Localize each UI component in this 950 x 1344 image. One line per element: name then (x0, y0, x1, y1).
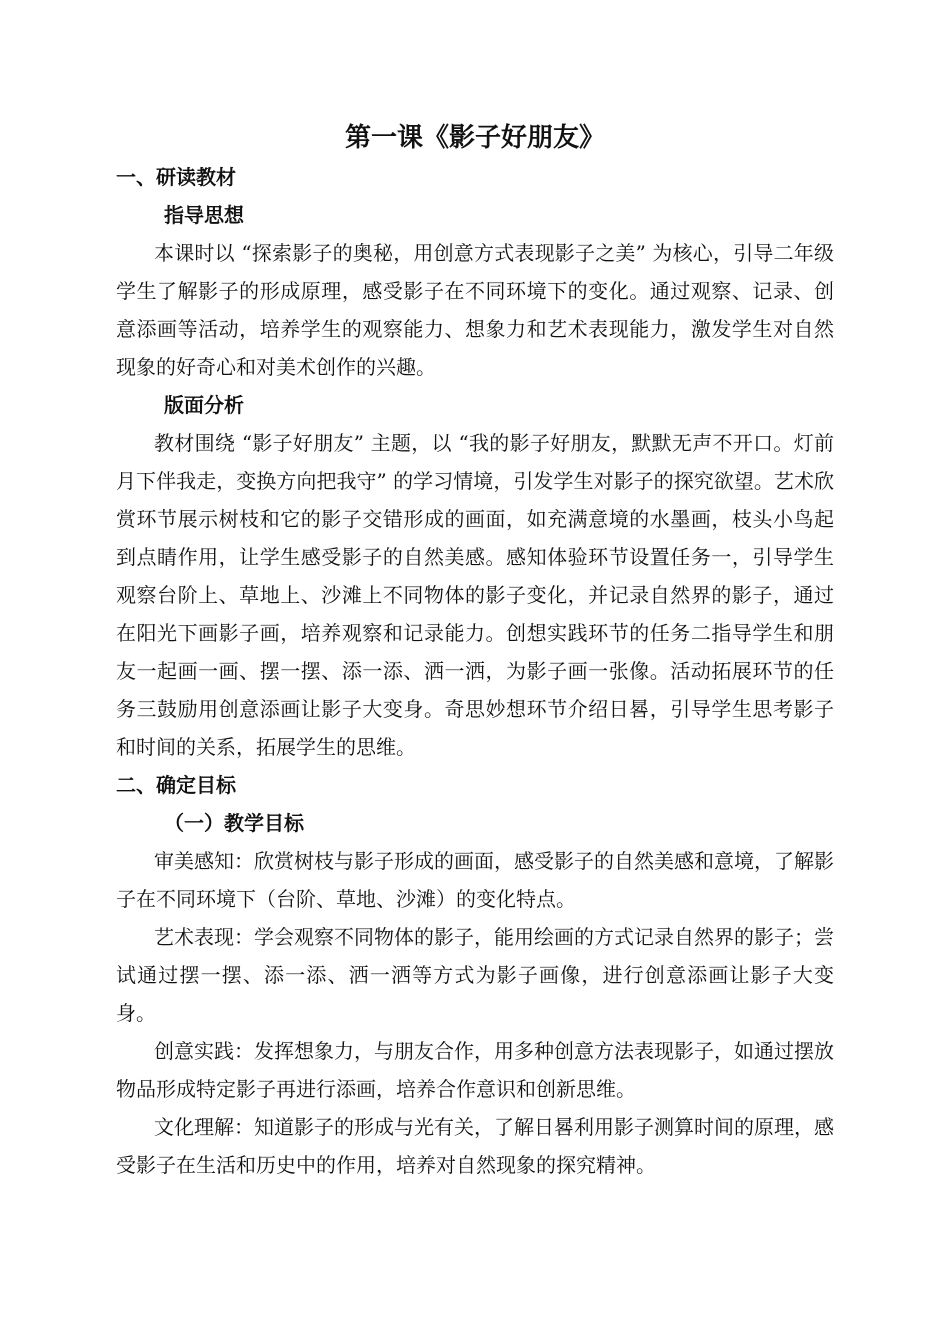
subsection-heading-guiding-ideas: 指导思想 (164, 203, 244, 227)
paragraph-goal-aesthetic: 审美感知：欣赏树枝与影子形成的画面，感受影子的自然美感和意境，了解影子在不同环境下（台阶、草地、沙滩）的变化特点。 (116, 849, 834, 911)
section-heading-2: 二、确定目标 (116, 773, 236, 797)
subsection-heading-layout-analysis: 版面分析 (164, 393, 244, 417)
subsection-heading-teaching-goals: （一）教学目标 (164, 811, 304, 835)
paragraph-goal-cultural: 文化理解：知道影子的形成与光有关，了解日晷利用影子测算时间的原理，感受影子在生活和历史中的作用，培养对自然现象的探究精神。 (116, 1115, 834, 1177)
paragraph-goal-creative: 创意实践：发挥想象力，与朋友合作，用多种创意方法表现影子，如通过摆放物品形成特定影子再进行添画，培养合作意识和创新思维。 (116, 1039, 834, 1101)
paragraph-guiding-ideas: 本课时以 “探索影子的奥秘，用创意方式表现影子之美” 为核心，引导二年级学生了解影子的形成原理，感受影子在不同环境下的变化。通过观察、记录、创意添画等活动，培养学生的观察能力、想象力和艺术表现能力，激发学生对自然现象的好奇心和对美术创作的兴趣。 (116, 241, 834, 379)
document-body (116, 158, 834, 1184)
paragraph-layout-analysis: 教材围绕 “影子好朋友” 主题，以 “我的影子好朋友，默默无声不开口。灯前月下伴我走，变换方向把我守” 的学习情境，引发学生对影子的探究欲望。艺术欣赏环节展示树枝和它的影子交错形成的画面，如充满意境的水墨画，枝头小鸟起到点睛作用，让学生感受影子的自然美感。感知体验环节设置任务一，引导学生观察台阶上、草地上、沙滩上不同物体的影子变化，并记录自然界的影子，通过在阳光下画影子画，培养观察和记录能力。创想实践环节的任务二指导学生和朋友一起画一画、摆一摆、添一添、洒一洒，为影子画一张像。活动拓展环节的任务三鼓励用创意添画让影子大变身。奇思妙想环节介绍日晷，引导学生思考影子和时间的关系，拓展学生的思维。 (116, 431, 834, 759)
page-title: 第一课《影子好朋友》 (344, 123, 605, 153)
section-heading-1: 一、研读教材 (116, 165, 236, 189)
paragraph-goal-artistic: 艺术表现：学会观察不同物体的影子，能用绘画的方式记录自然界的影子；尝试通过摆一摆、添一添、洒一洒等方式为影子画像，进行创意添画让影子大变身。 (116, 925, 834, 1025)
